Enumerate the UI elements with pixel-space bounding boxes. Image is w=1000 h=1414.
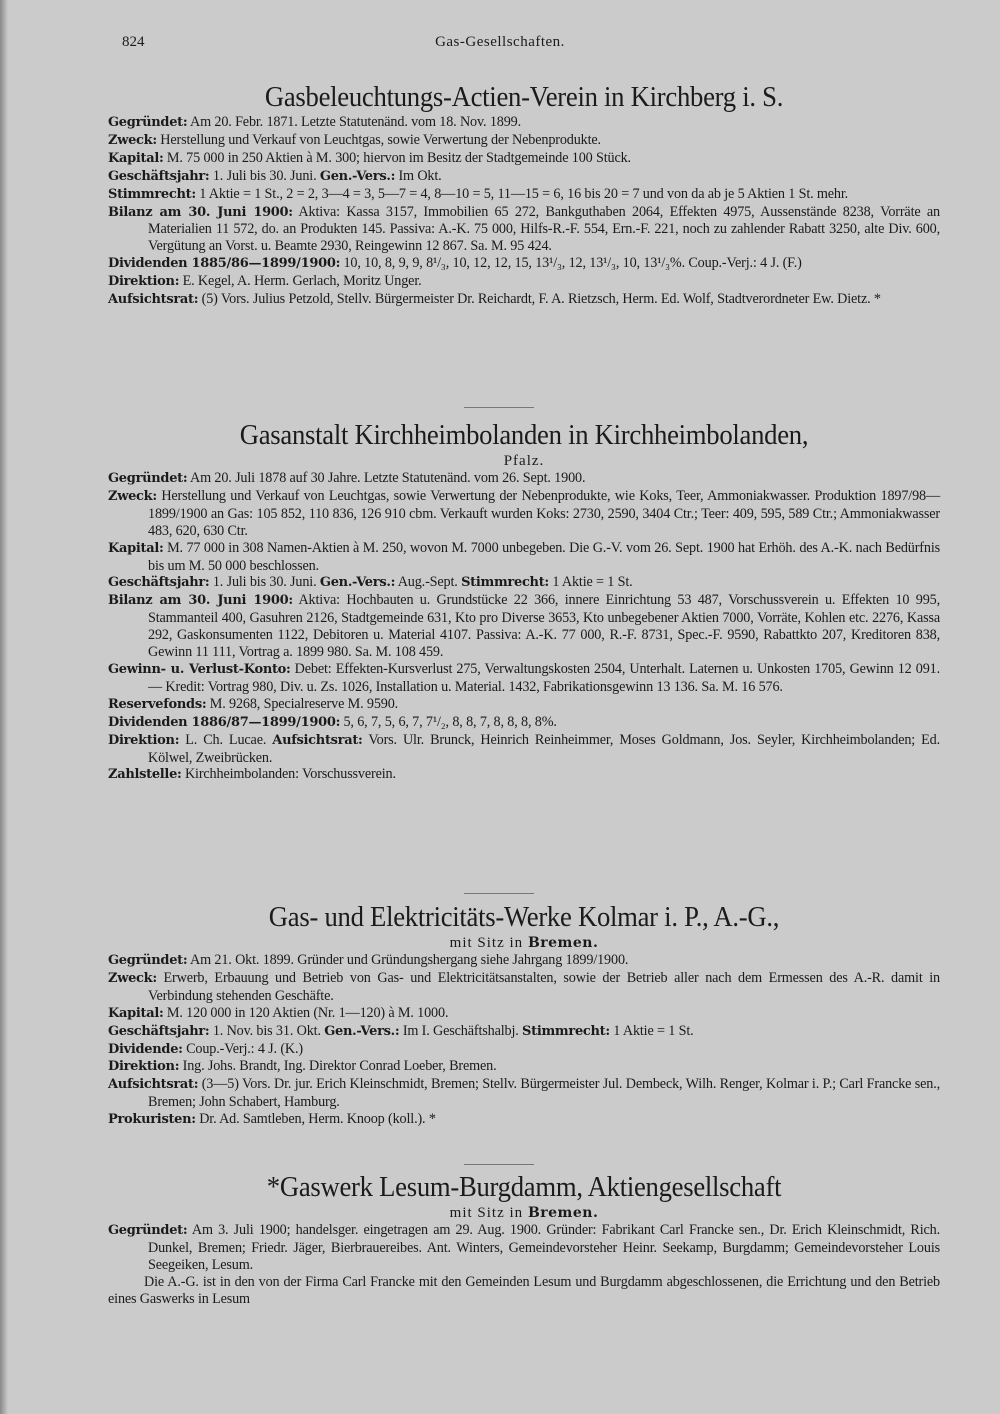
subtitle-text: Pfalz. (503, 453, 545, 469)
entry-text: 1 Aktie = 1 St. (609, 1022, 694, 1039)
section-subtitle (108, 1204, 940, 1222)
entry-text: Dr. Ad. Samtleben, Herm. Knoop (koll.). * (195, 1111, 436, 1128)
entry-text: 10, 10, 8, 9, 9, 8¹/₃, 10, 12, 12, 15, 13¹/₃, 12, 13¹/₃, 10, 13¹/₃%. Coup.-Verj.: 4 J. (F.) (340, 255, 802, 272)
entry-label: Geschäftsjahr: (108, 168, 210, 184)
entry-text: Am 3. Juli 1900; handelsger. eingetragen am 29. Aug. 1900. Gründer: Fabrikant Carl Francke sen., Dr. Erich Kleinschmidt, Rich. Dunkel, Bremen; Friedr. Jäger, Bierbrauereibes. Ant. Winters, Gemeindevorsteher Heinr. Seekamp, Burgdamm; Gemeindevorsteher Louis Seegeiken, Lesum. (148, 1222, 940, 1273)
entry-text: Erwerb, Erbauung und Betrieb von Gas- und Elektricitätsanstalten, sowie der Betrieb aller nach dem Ermessen des A.-R. damit in Verbindung stehenden Geschäfte. (148, 969, 940, 1004)
entry-label: Gen.-Vers.: (319, 168, 396, 184)
entry-label: Reservefonds: (108, 696, 207, 712)
entry-label: Gen.-Vers.: (319, 575, 396, 591)
company-entry-lesum-burgdamm (108, 1170, 940, 1308)
entry-label: Direktion: (108, 1059, 180, 1075)
entry-label: Aufsichtsrat: (272, 732, 363, 748)
entry-label: Geschäftsjahr: (108, 1023, 210, 1039)
entry-paragraph (108, 204, 940, 256)
entry-label: Kapital: (108, 1005, 164, 1021)
entry-paragraph (108, 488, 940, 540)
entry-paragraph (108, 1222, 940, 1274)
entry-label: Kapital: (108, 540, 164, 556)
entry-paragraph (108, 970, 940, 1005)
entry-paragraph (108, 1111, 940, 1129)
entry-label: Zweck: (108, 488, 157, 504)
entry-paragraph (108, 592, 940, 661)
entry-text: Am 20. Febr. 1871. Letzte Statutenänd. vom 18. Nov. 1899. (187, 114, 521, 130)
entry-paragraph (108, 186, 940, 204)
entry-paragraph (108, 150, 940, 168)
entry-label: Stimmrecht: (461, 575, 549, 591)
entry-paragraph (108, 255, 940, 273)
entry-text: (5) Vors. Julius Petzold, Stellv. Bürgermeister Dr. Reichardt, F. A. Rietzsch, Herm. Ed. Wolf, Stadtverordneter Ew. Dietz. * (198, 291, 881, 308)
entry-text: M. 77 000 in 308 Namen-Aktien à M. 250, wovon M. 7000 unbegeben. Die G.-V. vom 26. Sept. 1900 hat Erhöh. des A.-K. nach Bedürfnis bis um M. 50 000 beschlossen. (148, 539, 940, 574)
section-divider (464, 1164, 534, 1165)
entry-paragraph (108, 291, 940, 309)
entry-label: Gewinn- u. Verlust-Konto: (108, 661, 291, 677)
subtitle-city: Bremen. (527, 935, 599, 951)
entry-text: M. 120 000 in 120 Aktien (Nr. 1—120) à M. 1000. (163, 1004, 449, 1021)
entry-text: L. Ch. Lucae. (179, 731, 273, 748)
entry-text: Aug.-Sept. (395, 574, 462, 591)
entry-text: Herstellung und Verkauf von Leuchtgas, sowie Verwertung der Nebenprodukte, wie Koks, Teer, Ammoniakwasser. Produktion 1897/98—1899/1900 an Gas: 105 852, 110 836, 126 910 cbm. Verkauft wurden Koks: 2730, 2590, 3404 Ctr.; Teer: 409, 595, 589 Ctr.; Ammoniakwasser 483, 620, 630 Ctr. (148, 487, 940, 539)
entry-label: Geschäftsjahr: (108, 575, 210, 591)
entry-text: 1. Juli bis 30. Juni. (209, 167, 320, 184)
entry-paragraph (108, 714, 940, 732)
section-subtitle (108, 934, 940, 952)
section-title: Gas- und Elektricitäts-Werke Kolmar i. P., A.-G., (268, 901, 780, 933)
entry-text: Kirchheimbolanden: Vorschussverein. (181, 766, 396, 783)
entry-text: Vors. Ulr. Brunck, Heinrich Reinheimmer, Moses Goldmann, Jos. Seyler, Kirchheimbolanden; Ed. Kölwel, Zweibrücken. (148, 731, 941, 766)
entry-label: Dividende: (108, 1041, 183, 1057)
entry-text: 1 Aktie = 1 St. (548, 574, 633, 591)
entry-text: (3—5) Vors. Dr. jur. Erich Kleinschmidt, Bremen; Stellv. Bürgermeister Jul. Dembeck, Wilh. Renger, Kolmar i. P.; Carl Francke sen., Bremen; John Schabert, Hamburg. (148, 1076, 940, 1111)
subtitle-text: mit Sitz in (449, 935, 528, 951)
entry-text: Herstellung und Verkauf von Leuchtgas, sowie Verwertung der Nebenprodukte. (156, 131, 601, 148)
company-entry-kirchheimbolanden (108, 418, 940, 784)
entry-paragraph (108, 470, 940, 488)
entry-label: Gen.-Vers.: (324, 1023, 400, 1039)
subtitle-text: mit Sitz in (449, 1205, 528, 1221)
entry-paragraph (108, 132, 940, 150)
entry-text: M. 9268, Specialreserve M. 9590. (206, 695, 399, 712)
company-entry-kirchberg (108, 80, 940, 309)
entry-paragraph (108, 1076, 940, 1111)
entry-text: 1. Nov. bis 31. Okt. (209, 1022, 325, 1039)
entry-label: Aufsichtsrat: (108, 1077, 199, 1093)
section-title: *Gaswerk Lesum-Burgdamm, Aktiengesellschaft (266, 1171, 782, 1203)
section-subtitle (108, 452, 940, 470)
entry-text: M. 75 000 in 250 Aktien à M. 300; hiervon im Besitz der Stadtgemeinde 100 Stück. (163, 149, 631, 166)
entry-label: Kapital: (108, 150, 164, 166)
entry-label: Aufsichtsrat: (108, 292, 199, 308)
entry-label: Stimmrecht: (522, 1023, 610, 1039)
section-divider (464, 893, 534, 894)
entry-paragraph (108, 168, 940, 186)
entry-paragraph (108, 1005, 940, 1023)
entry-text: Die A.-G. ist in den von der Firma Carl Francke mit den Gemeinden Lesum und Burgdamm abgeschlossenen, die Errichtung und den Betrieb eines Gaswerks in Lesum (108, 1273, 940, 1307)
entry-paragraph (108, 540, 940, 575)
subtitle-city: Bremen. (527, 1205, 599, 1221)
entry-paragraph (108, 1058, 940, 1076)
company-entry-kolmar (108, 900, 940, 1129)
section-title: Gasbeleuchtungs-Actien-Verein in Kirchberg i. S. (264, 81, 784, 113)
entry-label: Prokuristen: (108, 1112, 196, 1128)
entry-label: Zweck: (108, 132, 157, 148)
entry-label: Gegründet: (108, 471, 188, 486)
page-number: 824 (122, 34, 145, 50)
entry-text: 1 Aktie = 1 St., 2 = 2, 3—4 = 3, 5—7 = 4, 8—10 = 5, 11—15 = 6, 16 bis 20 = 7 und von da ab je 5 Aktien 1 St. mehr. (195, 185, 849, 202)
entry-paragraph (108, 114, 940, 132)
entry-label: Stimmrecht: (108, 186, 196, 202)
entry-text: Aktiva: Kassa 3157, Immobilien 65 272, Bankguthaben 2064, Effekten 4975, Aussenstände 8238, Vorräte an Materialien 11 572, do. an Produkten 145. Passiva: A.-K. 75 000, Hilfs-R.-F. 554, Ern.-F. 221, noch zu zahlender Rabatt 3250, alte Div. 600, Vergütung an Vorst. u. Beamte 2930, Reingewinn 12 867. Sa. M. 95 424. (148, 203, 940, 255)
entry-label: Bilanz am 30. Juni 1900: (108, 204, 293, 220)
entry-text: 1. Juli bis 30. Juni. (209, 574, 320, 591)
entry-label: Dividenden 1885/86—1899/1900: (108, 256, 341, 272)
entry-label: Gegründet: (108, 953, 188, 968)
entry-text: Im I. Geschäftshalbj. (399, 1022, 523, 1039)
page-edge-shadow (0, 0, 8, 1414)
entry-text: Im Okt. (395, 167, 442, 184)
entry-label: Direktion: (108, 274, 180, 290)
entry-text: 5, 6, 7, 5, 6, 7, 7¹/₂, 8, 8, 7, 8, 8, 8, 8%. (340, 713, 557, 730)
entry-label: Gegründet: (108, 115, 188, 130)
entry-paragraph (108, 696, 940, 714)
entry-paragraph (108, 1274, 940, 1308)
entry-text: Debet: Effekten-Kursverlust 275, Verwaltungskosten 2504, Unterhalt. Laternen u. Unkosten 1705, Gewinn 12 091. — Kredit: Vortrag 980, Div. u. Zs. 1026, Installation u. Material. 1432, Fabrikationsgewinn 13 136. Sa. M. 16 576. (148, 660, 940, 695)
entry-paragraph (108, 273, 940, 291)
entry-text: Ing. Johs. Brandt, Ing. Direktor Conrad Loeber, Bremen. (179, 1058, 497, 1075)
entry-paragraph (108, 574, 940, 592)
section-title: Gasanstalt Kirchheimbolanden in Kirchheimbolanden, (239, 419, 809, 451)
entry-label: Zweck: (108, 970, 157, 986)
entry-label: Zahlstelle: (108, 767, 182, 783)
running-title: Gas-Gesellschaften. (435, 34, 565, 50)
entry-text: Am 21. Okt. 1899. Gründer und Gründungshergang siehe Jahrgang 1899/1900. (187, 952, 629, 968)
entry-text: Aktiva: Hochbauten u. Grundstücke 22 366, innere Einrichtung 53 487, Vorschussverein u. Effekten 10 995, Stammanteil 400, Gasuhren 2126, Stadtgemeinde 631, Kto pro Diverse 3653, Kto unbegebener Aktien 7000, Vorräte, Kohlen etc. 2276, Kassa 292, Gaskonsumenten 1122, Debitoren u. Material 4107. Passiva: A.-K. 77 000, R.-F. 8731, Spec.-F. 9590, Rabattkto 207, Kreditoren 838, Gewinn 11 111, Vortrag a. 1899 980. Sa. M. 108 459. (148, 592, 940, 661)
entry-text: Am 20. Juli 1878 auf 30 Jahre. Letzte Statutenänd. vom 26. Sept. 1900. (187, 470, 586, 486)
entry-label: Dividenden 1886/87—1899/1900: (108, 714, 341, 730)
entry-paragraph (108, 732, 940, 767)
entry-label: Gegründet: (108, 1223, 188, 1238)
entry-text: Coup.-Verj.: 4 J. (K.) (182, 1040, 303, 1057)
entry-paragraph (108, 952, 940, 970)
entry-paragraph (108, 1041, 940, 1059)
entry-paragraph (108, 1023, 940, 1041)
entry-paragraph (108, 661, 940, 696)
entry-label: Bilanz am 30. Juni 1900: (108, 593, 293, 609)
section-divider (464, 407, 534, 408)
entry-text: E. Kegel, A. Herm. Gerlach, Moritz Unger. (179, 273, 422, 290)
entry-label: Direktion: (108, 732, 180, 748)
entry-paragraph (108, 766, 940, 784)
